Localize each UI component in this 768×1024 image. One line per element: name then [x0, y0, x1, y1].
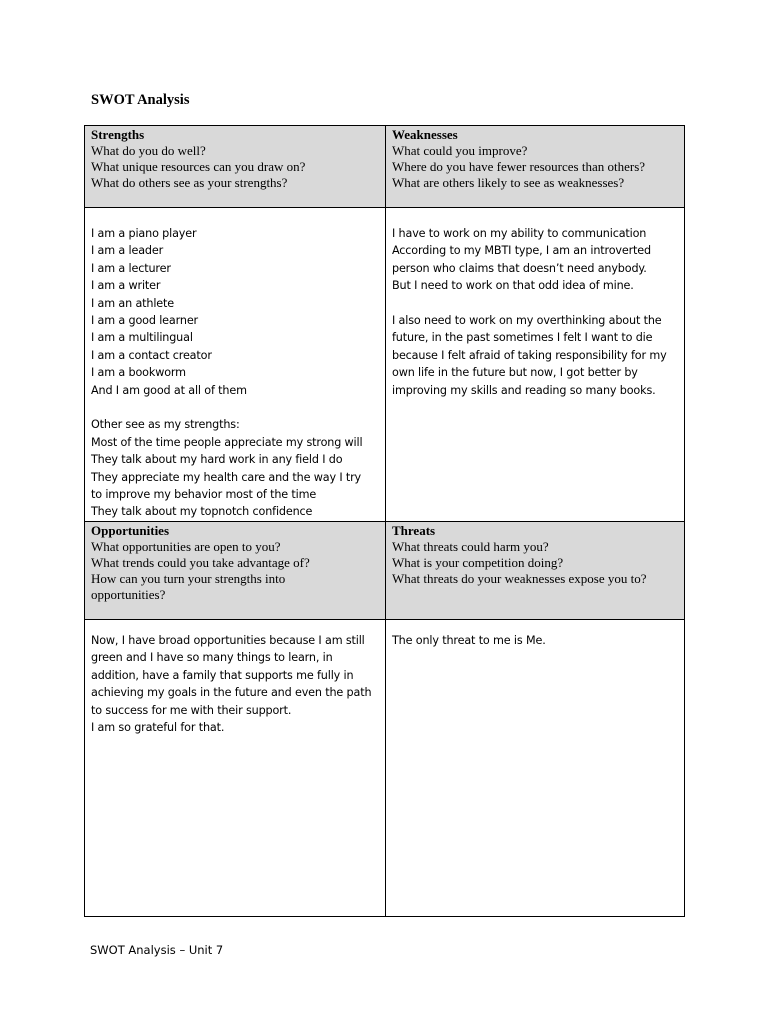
strengths-answer-line: I am a bookworm [91, 366, 186, 380]
weaknesses-prompt: What are others likely to see as weaknesses? [392, 175, 625, 190]
document-footer: SWOT Analysis – Unit 7 [90, 943, 224, 957]
strengths-answer-line: I am a lecturer [91, 261, 171, 275]
strengths-answer-line: I am a multilingual [91, 331, 193, 345]
weaknesses-answer-line [392, 295, 678, 312]
opportunities-answer-line: green and I have so many things to learn, in [91, 651, 333, 665]
opportunities-answer-line: addition, have a family that supports me fully in [91, 668, 354, 682]
weaknesses-answer-line: But I need to work on that odd idea of mine. [392, 279, 634, 293]
opportunities-answer-cell [85, 620, 385, 916]
weaknesses-answer-line: own life in the future but now, I got better by [392, 366, 638, 380]
opportunities-prompt: opportunities? [91, 587, 166, 602]
threats-prompt-cell [385, 522, 684, 620]
strengths-heading: Strengths [91, 127, 145, 142]
strengths-prompt: What do others see as your strengths? [91, 175, 288, 190]
opportunities-answer-line: to success for me with their support. [91, 703, 292, 717]
strengths-answer-cell [85, 208, 385, 522]
strengths-prompt-cell [85, 126, 385, 208]
opportunities-answer-line: I am so grateful for that. [91, 721, 225, 735]
opportunities-prompt: What trends could you take advantage of? [91, 555, 310, 570]
weaknesses-answer-line: I also need to work on my overthinking about the [392, 314, 662, 328]
opportunities-heading: Opportunities [91, 523, 170, 538]
strengths-answer-line: I am a piano player [91, 227, 197, 240]
threats-answer-line: The only threat to me is Me. [392, 634, 546, 647]
weaknesses-answer-line: person who claims that doesn’t need anybody. [392, 261, 647, 275]
threats-prompt: What threats could harm you? [392, 539, 549, 554]
weaknesses-heading: Weaknesses [392, 127, 458, 142]
strengths-answer-line [91, 399, 379, 416]
opportunities-prompt-cell [85, 522, 385, 620]
weaknesses-answer-line: improving my skills and reading so many books. [392, 383, 656, 397]
threats-heading: Threats [392, 523, 436, 538]
strengths-answer-line: I am a good learner [91, 314, 198, 328]
opportunities-answer-line: Now, I have broad opportunities because I am still [91, 634, 365, 647]
strengths-answer-line: I am an athlete [91, 296, 175, 310]
weaknesses-prompt: Where do you have fewer resources than others? [392, 159, 646, 174]
threats-prompt: What threats do your weaknesses expose you to? [392, 571, 647, 586]
threats-prompt: What is your competition doing? [392, 555, 564, 570]
weaknesses-answer-line: I have to work on my ability to communication [392, 227, 647, 240]
opportunities-answer-line: achieving my goals in the future and even the path [91, 686, 372, 700]
strengths-answer-line: Most of the time people appreciate my strong will [91, 435, 363, 449]
weaknesses-answer-cell [385, 208, 684, 522]
strengths-answer-line: They appreciate my health care and the way I try [91, 470, 362, 484]
strengths-answer-line: Other see as my strengths: [91, 418, 240, 432]
strengths-prompt: What unique resources can you draw on? [91, 159, 306, 174]
strengths-answer-line: to improve my behavior most of the time [91, 488, 317, 502]
swot-table [84, 125, 685, 917]
opportunities-prompt: What opportunities are open to you? [91, 539, 281, 554]
strengths-answer-line: I am a writer [91, 279, 161, 293]
strengths-prompt: What do you do well? [91, 143, 206, 158]
strengths-answer-line: I am a contact creator [91, 348, 212, 362]
weaknesses-prompt-cell [385, 126, 684, 208]
strengths-answer-line: They talk about my hard work in any field I do [91, 453, 343, 467]
threats-answer-cell [385, 620, 684, 916]
weaknesses-answer-line: because I felt afraid of taking responsibility for my [392, 348, 667, 362]
strengths-answer-line: I am a leader [91, 244, 164, 258]
strengths-answer-line: And I am good at all of them [91, 383, 247, 397]
weaknesses-answer-line: future, in the past sometimes I felt I want to die [392, 331, 653, 345]
weaknesses-prompt: What could you improve? [392, 143, 528, 158]
opportunities-prompt: How can you turn your strengths into [91, 571, 286, 586]
strengths-answer-line: They talk about my topnotch confidence [91, 505, 313, 519]
document-title: SWOT Analysis [91, 92, 190, 108]
weaknesses-answer-line: According to my MBTI type, I am an introverted [392, 244, 651, 258]
